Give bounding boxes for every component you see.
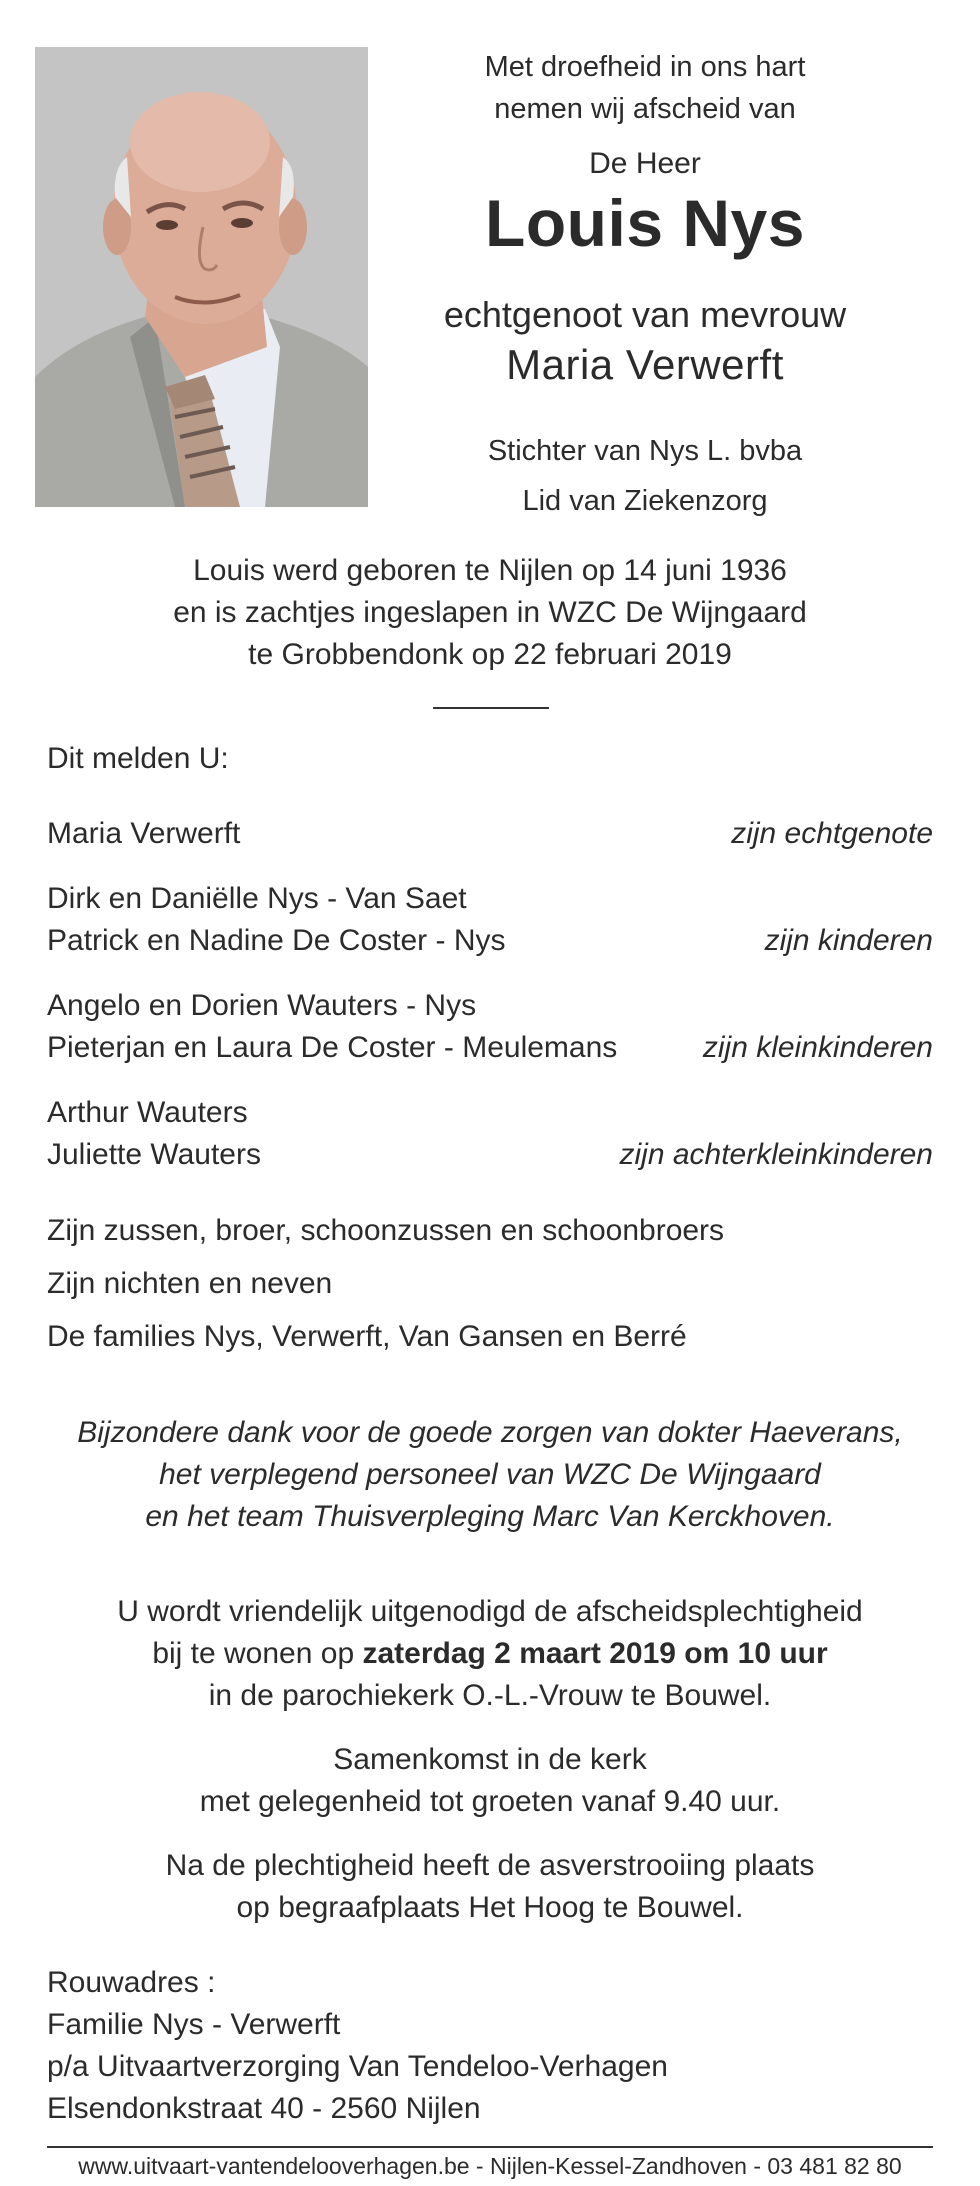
gathering-line-2: met gelegenheid tot groeten vanaf 9.40 uur. xyxy=(199,1785,781,1818)
role-member: Lid van Ziekenzorg xyxy=(522,485,768,517)
intro-line-2: nemen wij afscheid van xyxy=(494,93,796,125)
family-name: Maria Verwerft xyxy=(47,817,241,850)
family-name: Dirk en Daniëlle Nys - Van Saet xyxy=(47,882,467,915)
thanks-line: Bijzondere dank voor de goede zorgen van dokter Haeverans, xyxy=(77,1416,903,1449)
ceremony-line-1: U wordt vriendelijk uitgenodigd de afscheidsplechtigheid xyxy=(117,1595,863,1628)
intro-line-1: Met droefheid in ons hart xyxy=(484,51,806,83)
spouse-intro: echtgenoot van mevrouw xyxy=(443,294,847,335)
spouse-name: Maria Verwerft xyxy=(506,341,784,388)
extended-family-line: Zijn nichten en neven xyxy=(47,1267,333,1300)
address-line-1: Familie Nys - Verwerft xyxy=(47,2008,341,2041)
ceremony-invite-text: bij te wonen op xyxy=(152,1637,363,1670)
ceremony-line-3: in de parochiekerk O.-L.-Vrouw te Bouwel. xyxy=(208,1679,772,1712)
address-line-3: Elsendonkstraat 40 - 2560 Nijlen xyxy=(47,2092,481,2125)
family-relation: zijn kinderen xyxy=(764,924,933,957)
thanks-line: en het team Thuisverpleging Marc Van Kerckhoven. xyxy=(145,1500,835,1533)
divider xyxy=(433,707,549,709)
thanks-line: het verplegend personeel van WZC De Wijngaard xyxy=(159,1458,821,1491)
ceremony-line-2 xyxy=(0,1633,980,1675)
family-relation: zijn kleinkinderen xyxy=(702,1031,933,1064)
life-line-3: te Grobbendonk op 22 februari 2019 xyxy=(248,638,732,671)
address-line-2: p/a Uitvaartverzorging Van Tendeloo-Verhagen xyxy=(47,2050,668,2083)
family-name: Patrick en Nadine De Coster - Nys xyxy=(47,924,506,957)
gathering-line-1: Samenkomst in de kerk xyxy=(333,1743,647,1776)
life-line-1: Louis werd geboren te Nijlen op 14 juni 1936 xyxy=(193,554,787,587)
honorific: De Heer xyxy=(589,147,701,180)
burial-line-2: op begraafplaats Het Hoog te Bouwel. xyxy=(236,1891,744,1924)
deceased-name: Louis Nys xyxy=(485,186,805,260)
family-name: Arthur Wauters xyxy=(47,1096,248,1129)
family-relation: zijn achterkleinkinderen xyxy=(619,1138,933,1171)
role-founder: Stichter van Nys L. bvba xyxy=(487,435,803,467)
burial-line-1: Na de plechtigheid heeft de asverstrooiing plaats xyxy=(165,1849,815,1882)
footer-contact: www.uitvaart-vantendelooverhagen.be - Nijlen-Kessel-Zandhoven - 03 481 82 80 xyxy=(78,2153,902,2179)
life-line-2: en is zachtjes ingeslapen in WZC De Wijngaard xyxy=(173,596,807,629)
family-name: Angelo en Dorien Wauters - Nys xyxy=(47,989,477,1022)
family-relation: zijn echtgenote xyxy=(731,817,933,850)
footer-divider xyxy=(47,2146,933,2148)
ceremony-date: zaterdag 2 maart 2019 om 10 uur xyxy=(362,1637,828,1670)
extended-family-line: Zijn zussen, broer, schoonzussen en schoonbroers xyxy=(47,1214,725,1247)
portrait-photo xyxy=(35,47,368,507)
address-label: Rouwadres : xyxy=(47,1966,216,1999)
announce-text: Dit melden U: xyxy=(47,742,229,775)
family-name: Juliette Wauters xyxy=(47,1138,261,1171)
family-name: Pieterjan en Laura De Coster - Meulemans xyxy=(47,1031,618,1064)
extended-family-line: De families Nys, Verwerft, Van Gansen en Berré xyxy=(47,1320,687,1353)
portrait-illustration xyxy=(35,47,368,507)
